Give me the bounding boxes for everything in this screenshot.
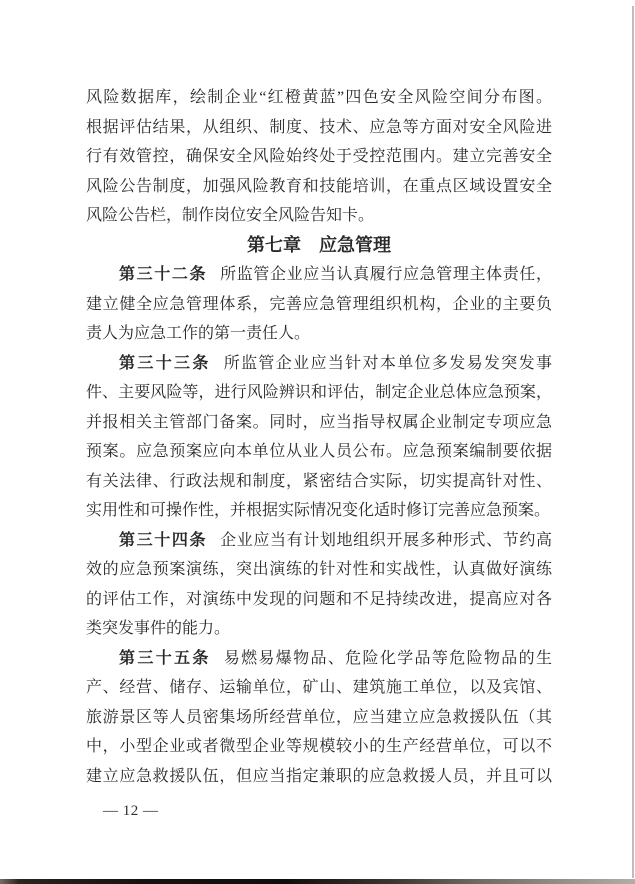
text-line: 责人为应急工作的第一责任人。 <box>86 325 311 342</box>
text-line: 旅游景区等人员密集场所经营单位，应当建立应急救援队伍（其 <box>86 708 552 726</box>
article-number: 第三十二条 <box>119 266 208 283</box>
text-line: 行有效管控，确保安全风险始终处于受控范围内。建立完善安全 <box>86 148 552 165</box>
text-line: 的评估工作，对演练中发现的问题和不足持续改进，提高应对各 <box>86 590 552 608</box>
text-line: 第三十三条 所监管企业应当针对本单位多发易发突发事 <box>119 354 552 372</box>
scan-edge-line <box>632 6 634 878</box>
article-number: 第三十三条 <box>119 354 211 372</box>
text-line: 风险数据库，绘制企业“红橙黄蓝”四色安全风险空间分布图。 <box>86 89 552 106</box>
document-body <box>86 83 552 791</box>
article-number: 第三十五条 <box>119 649 211 667</box>
text-line: 实用性和可操作性，并根据实际情况变化适时修订完善应急预案。 <box>86 502 551 519</box>
text-line: 预案。应急预案应向本单位从业人员公布。应急预案编制要依据 <box>86 443 552 460</box>
chapter-heading: 第七章 应急管理 <box>247 234 391 255</box>
text-line: 产、经营、储存、运输单位，矿山、建筑施工单位，以及宾馆、 <box>86 679 552 696</box>
text-line: 并报相关主管部门备案。同时，应当指导权属企业制定专项应急 <box>86 413 552 431</box>
text-line: 类突发事件的能力。 <box>86 620 231 637</box>
text-line: 中，小型企业或者微型企业等规模较小的生产经营单位，可以不 <box>86 738 552 755</box>
scan-bottom-edge <box>0 879 635 884</box>
text-line: 建立健全应急管理体系，完善应急管理组织机构，企业的主要负 <box>86 295 552 313</box>
article-number: 第三十四条 <box>119 531 208 549</box>
text-line: 风险公告栏，制作岗位安全风险告知卡。 <box>86 207 375 224</box>
text-line: 第三十五条 易燃易爆物品、危险化学品等危险物品的生 <box>119 649 552 667</box>
page-number: — 12 — <box>103 803 159 819</box>
text-line: 有关法律、行政法规和制度，紧密结合实际，切实提高针对性、 <box>86 472 552 490</box>
text-line: 根据评估结果，从组织、制度、技术、应急等方面对安全风险进 <box>86 118 552 136</box>
text-line: 建立应急救援队伍，但应当指定兼职的应急救援人员，并且可以 <box>86 767 552 785</box>
text-line: 第三十四条 企业应当有计划地组织开展多种形式、节约高 <box>119 531 552 549</box>
text-line: 件、主要风险等，进行风险辨识和评估，制定企业总体应急预案， <box>86 384 552 401</box>
text-line: 第三十二条 所监管企业应当认真履行应急管理主体责任， <box>119 266 552 283</box>
text-line: 效的应急预案演练，突出演练的针对性和实战性，认真做好演练 <box>86 561 552 578</box>
text-line: 风险公告制度，加强风险教育和技能培训，在重点区域设置安全 <box>86 177 552 195</box>
